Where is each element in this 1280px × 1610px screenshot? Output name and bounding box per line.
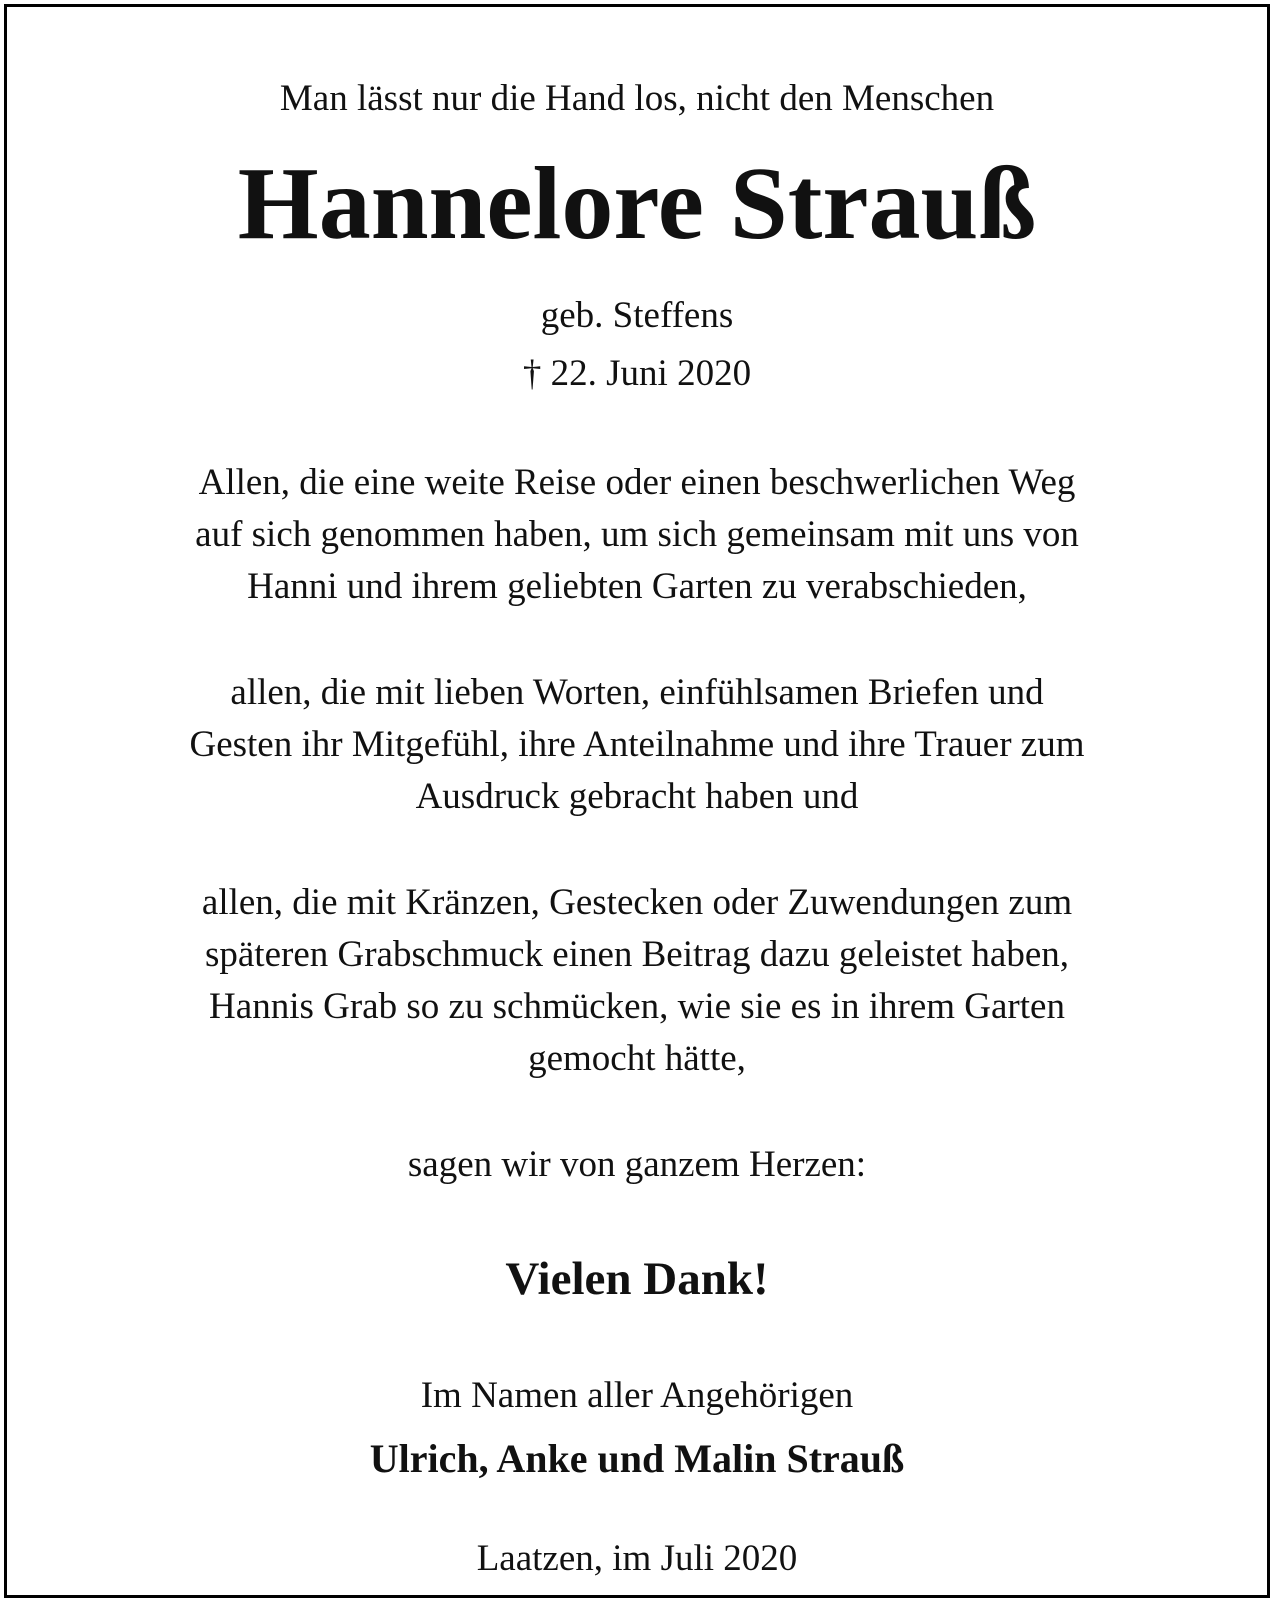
closing-line: sagen wir von ganzem Herzen: <box>407 1144 867 1185</box>
paragraph-line: gemocht hätte, <box>528 1038 746 1079</box>
paragraph-line: Hannis Grab so zu schmücken, wie sie es in ihrem Garten <box>209 986 1065 1027</box>
paragraph-condolences <box>7 667 1267 823</box>
maiden-name: geb. Steffens <box>540 295 734 336</box>
paragraph-wreaths <box>7 877 1267 1085</box>
paragraph-journey <box>7 457 1267 613</box>
paragraph-line: Gesten ihr Mitgefühl, ihre Anteilnahme und ihre Trauer zum <box>189 724 1085 765</box>
motto: Man lässt nur die Hand los, nicht den Menschen <box>279 78 995 119</box>
paragraph-line: Allen, die eine weite Reise oder einen beschwerlichen Weg <box>198 462 1076 503</box>
on-behalf-line: Im Namen aller Angehörigen <box>420 1375 854 1416</box>
paragraph-line: Ausdruck gebracht haben und <box>415 776 859 817</box>
deceased-name: Hannelore Strauß <box>237 146 1037 261</box>
place-date: Laatzen, im Juli 2020 <box>476 1538 798 1579</box>
paragraph-line: auf sich genommen haben, um sich gemeinsam mit uns von <box>195 514 1079 555</box>
paragraph-line: allen, die mit Kränzen, Gestecken oder Zuwendungen zum <box>201 882 1073 923</box>
thanks-heading: Vielen Dank! <box>505 1253 769 1305</box>
death-date: † 22. Juni 2020 <box>522 353 752 394</box>
paragraph-line: späteren Grabschmuck einen Beitrag dazu geleistet haben, <box>204 934 1069 975</box>
notice-frame <box>4 4 1270 1598</box>
family-names: Ulrich, Anke und Malin Strauß <box>369 1436 905 1481</box>
paragraph-line: Hanni und ihrem geliebten Garten zu verabschieden, <box>247 566 1027 607</box>
paragraph-line: allen, die mit lieben Worten, einfühlsamen Briefen und <box>230 672 1044 713</box>
notice-content <box>7 7 1267 1595</box>
